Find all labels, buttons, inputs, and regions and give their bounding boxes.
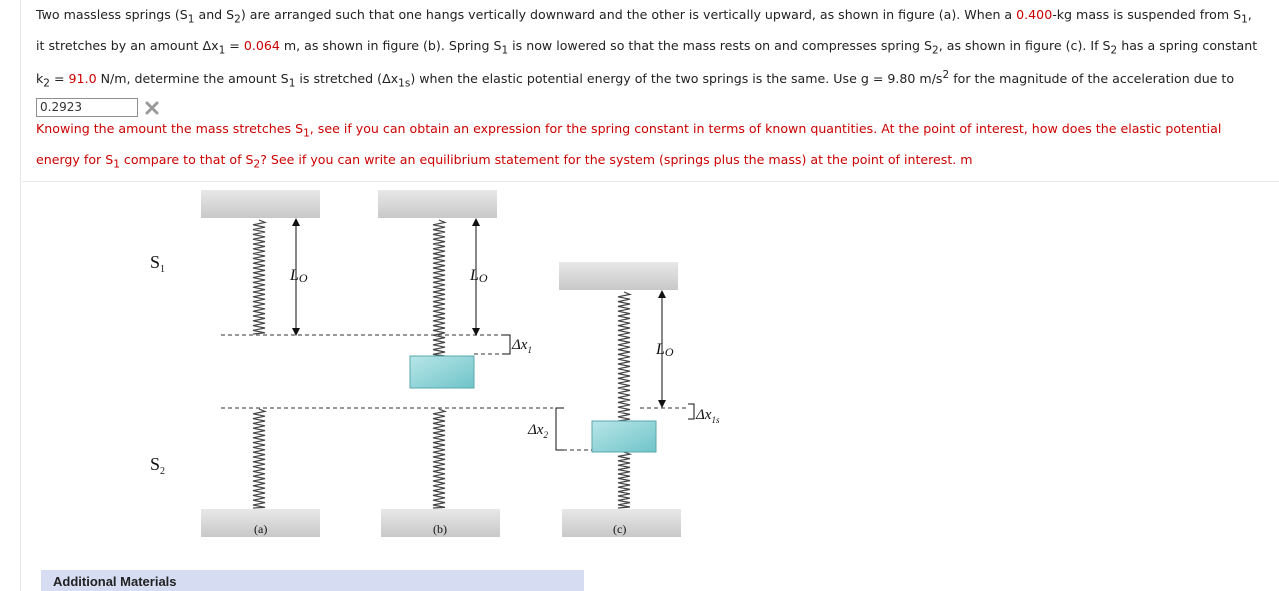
spring-s1-a	[252, 220, 266, 334]
label-s2: $S_2$	[150, 454, 166, 477]
l0-label-c: LO	[656, 341, 674, 359]
caption-c: (c)	[613, 522, 627, 536]
spring-s2-c	[618, 452, 630, 508]
divider	[22, 181, 1279, 182]
answer-input[interactable]	[36, 98, 138, 117]
hint-text: Knowing the amount the mass stretches $S_1$, see if you can obtain an expression for the spring constant in terms of known quantities. At the point of interest, how does the elastic potential energy for $S_1$ compare to that of $S_2$? See if you can write an equilibrium statement for the system (springs plus the mass) at the point of interest. m	[36, 121, 1222, 171]
ceiling-plate-b	[378, 190, 497, 218]
dx1-value: 0.064	[243, 37, 280, 53]
l0-label-b: LO	[470, 267, 488, 285]
label-dx1s: $\Delta x_{1s}$	[696, 407, 720, 425]
left-rule	[20, 0, 21, 591]
spring-s1-b	[433, 220, 445, 356]
label-s1: $S_1$	[150, 252, 166, 275]
problem-statement: Two massless springs ($S_1$ and $S_2$) are arranged such that one hangs vertically downward and the other is vertically upward, as shown in figure (a). When a 0.400-kg mass is suspended from $S_1$, it stretches by an amount $\Delta x_1 = 0.064$ m, as shown in figure (b). Spring $S_1$ is now lowered so that the mass rests on and compresses spring $S_2$, as shown in figure (c). If $S_2$ has a spring constant $k_2 = 91.0$ N/m, determine the amount $S_1$ is stretched $(\Delta x_{1s})$ when the elastic potential energy of the two springs is the same. Use g = 9.80 $m/s^2$ for the magnitude of the acceleration due to	[36, 7, 1258, 90]
additional-materials-label: Additional Materials	[53, 574, 177, 589]
additional-materials-panel[interactable]	[41, 570, 584, 591]
mass-value: 0.400	[1016, 7, 1053, 22]
spring-s2-a	[253, 409, 265, 508]
ceiling-plate-c	[559, 262, 678, 290]
caption-a: (a)	[254, 522, 268, 536]
ceiling-plate-a	[201, 190, 320, 218]
mass-block-b	[410, 356, 474, 388]
label-dx2: $\Delta x_2$	[528, 422, 548, 440]
spring-s2-b	[433, 409, 445, 508]
k2-value: 91.0	[68, 71, 97, 87]
spring-figure	[140, 186, 760, 546]
answer-row	[36, 97, 159, 117]
bracket-dx1	[502, 335, 510, 354]
caption-b: (b)	[433, 522, 447, 536]
bracket-dx1s	[688, 404, 694, 419]
spring-s1-c	[618, 292, 630, 421]
wrong-x-icon	[145, 100, 159, 114]
bracket-dx2	[556, 408, 564, 450]
l0-label-a: LO	[290, 267, 308, 285]
mass-block-c	[592, 421, 656, 452]
label-dx1: $\Delta x_1$	[512, 337, 532, 355]
